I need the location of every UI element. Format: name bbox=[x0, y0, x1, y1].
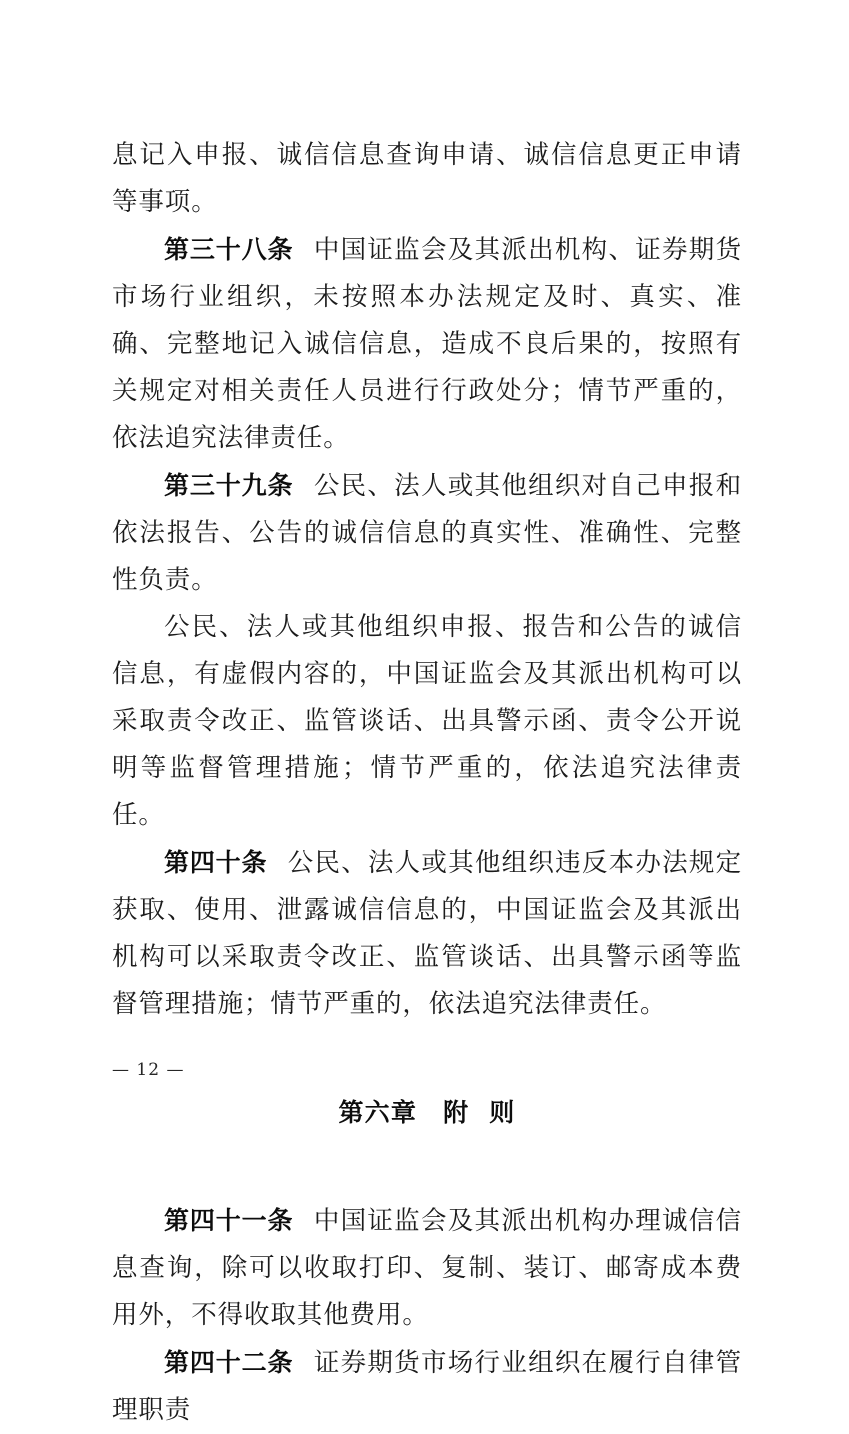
document-text-column bbox=[112, 132, 742, 1434]
article-label-42: 第四十二条 bbox=[164, 1348, 294, 1377]
chapter-label: 第六章 bbox=[338, 1098, 418, 1127]
article-text-42: 证券期货市场行业组织在履行自律管理职责 bbox=[112, 1348, 742, 1425]
article-paragraph-39 bbox=[112, 462, 742, 604]
paragraph-continuation: 息记入申报、诚信信息查询申请、诚信信息更正申请等事项。 bbox=[112, 140, 742, 217]
article-paragraph-40 bbox=[112, 839, 742, 1028]
article-paragraph-41 bbox=[112, 1197, 742, 1339]
paragraph-article-39-second: 公民、法人或其他组织申报、报告和公告的诚信信息，有虚假内容的，中国证监会及其派出机构可以采取责令改正、监管谈话、出具警示函、责令公开说明等监督管理措施；情节严重的，依法追究法律责任。 bbox=[112, 612, 742, 830]
chapter-title-char-1: 附 bbox=[443, 1098, 470, 1127]
chapter-heading-6 bbox=[112, 1089, 742, 1136]
article-text-38: 中国证监会及其派出机构、证券期货市场行业组织，未按照本办法规定及时、真实、准确、完整地记入诚信信息，造成不良后果的，按照有关规定对相关责任人员进行行政处分；情节严重的，依法追究法律责任。 bbox=[112, 235, 742, 453]
chapter-title-char-2: 则 bbox=[489, 1098, 516, 1127]
article-label-38: 第三十八条 bbox=[164, 235, 294, 264]
article-text-39: 公民、法人或其他组织对自己申报和依法报告、公告的诚信信息的真实性、准确性、完整性负责。 bbox=[112, 471, 742, 595]
article-text-41: 中国证监会及其派出机构办理诚信信息查询，除可以收取打印、复制、装订、邮寄成本费用外，不得收取其他费用。 bbox=[112, 1206, 742, 1330]
article-paragraph-38 bbox=[112, 226, 742, 462]
article-text-40: 公民、法人或其他组织违反本办法规定获取、使用、泄露诚信信息的，中国证监会及其派出机构可以采取责令改正、监管谈话、出具警示函等监督管理措施；情节严重的，依法追究法律责任。 bbox=[112, 848, 742, 1019]
article-label-40: 第四十条 bbox=[164, 848, 268, 877]
page-number-footer: — 12 — bbox=[112, 1060, 185, 1080]
article-label-41: 第四十一条 bbox=[164, 1206, 294, 1235]
chapter-heading-spacer-bottom bbox=[112, 1136, 742, 1197]
article-paragraph-42 bbox=[112, 1339, 742, 1434]
article-label-39: 第三十九条 bbox=[164, 471, 294, 500]
